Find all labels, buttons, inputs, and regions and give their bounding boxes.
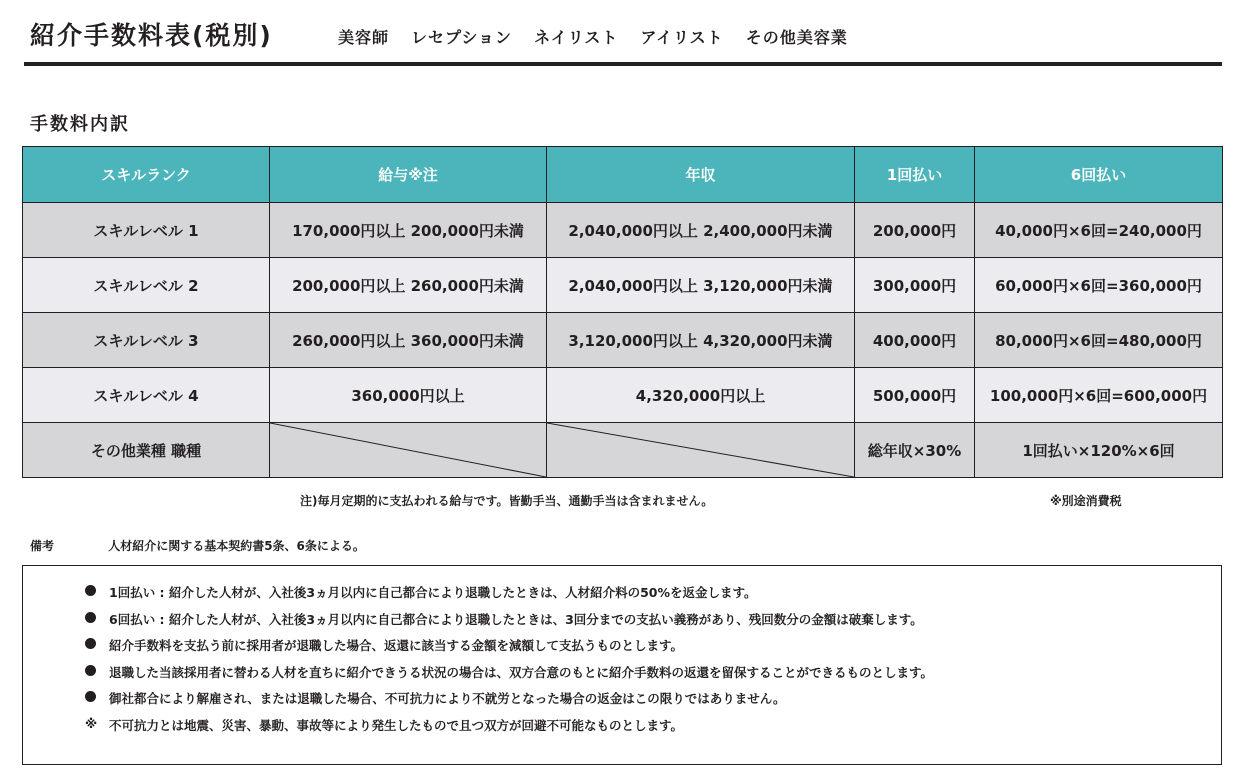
table-header-row — [23, 147, 1223, 203]
cell-skill-rank: スキルレベル 3 — [23, 313, 270, 368]
list-item-text: 紹介手数料を支払う前に採用者が退職した場合、返還に該当する金額を減額して支払うものとします。 — [109, 638, 684, 653]
remarks-text: 人材紹介に関する基本契約書5条、6条による。 — [108, 539, 365, 553]
table-row — [23, 313, 1223, 368]
remarks-label: 備考 — [30, 539, 55, 553]
list-item — [23, 636, 1221, 663]
cell-annual-income: 4,320,000円以上 — [547, 368, 855, 423]
cell-skill-rank: スキルレベル 2 — [23, 258, 270, 313]
bullet-dot-icon — [85, 663, 109, 678]
list-item — [23, 663, 1221, 690]
cell-salary: 200,000円以上 260,000円未満 — [270, 258, 547, 313]
page-header — [24, 8, 1222, 66]
terms-box — [22, 565, 1222, 765]
list-item-text: 6回払い : 紹介した人材が、入社後3ヵ月以内に自己都合により退職したときは、3回分までの支払い義務があり、残回数分の金額は破棄します。 — [109, 611, 923, 627]
diagonal-slash — [547, 423, 854, 477]
cell-salary: 360,000円以上 — [270, 368, 547, 423]
tax-note: ※別途消費税 — [1050, 494, 1122, 508]
table-row — [23, 258, 1223, 313]
section-title: 手数料内訳 — [30, 114, 130, 135]
table-row — [23, 203, 1223, 258]
nav-item-other-beauty[interactable]: その他美容業 — [745, 28, 848, 47]
cell-single-payment: 300,000円 — [855, 258, 975, 313]
nav-item-hairdresser[interactable]: 美容師 — [338, 28, 390, 47]
cell-six-payments: 60,000円×6回=360,000円 — [975, 258, 1223, 313]
list-item — [23, 689, 1221, 716]
cell-not-applicable — [547, 423, 855, 478]
bullet-dot-icon — [85, 636, 109, 651]
reference-mark: ※ — [85, 715, 98, 731]
column-header-six-payments: 6回払い — [975, 147, 1223, 203]
cell-skill-rank: スキルレベル 1 — [23, 203, 270, 258]
list-item-text: 退職した当該採用者に替わる人材を直ちに紹介できうる状況の場合は、双方合意のもとに紹介手数料の返還を留保することができるものとします。 — [109, 664, 934, 680]
cell-annual-income: 3,120,000円以上 4,320,000円未満 — [547, 313, 855, 368]
table-row — [23, 368, 1223, 423]
nav-item-eyelist[interactable]: アイリスト — [640, 28, 724, 47]
remarks — [30, 537, 365, 554]
list-item-text: 不可抗力とは地震、災害、暴動、事故等により発生したもので且つ双方が回避不可能なものとします。 — [109, 717, 684, 733]
bullet-dot-icon — [85, 610, 109, 625]
nav-item-reception[interactable]: レセプション — [411, 28, 513, 47]
cell-single-payment: 500,000円 — [855, 368, 975, 423]
cell-skill-rank: その他業種 職種 — [23, 423, 270, 478]
list-item — [23, 716, 1221, 743]
notes-row — [0, 492, 1238, 512]
cell-six-payments: 1回払い×120%×6回 — [975, 423, 1223, 478]
cell-six-payments: 80,000円×6回=480,000円 — [975, 313, 1223, 368]
list-item-text: 御社都合により解雇され、または退職した場合、不可抗力により不就労となった場合の返金はこの限りではありません。 — [109, 691, 786, 706]
category-nav — [338, 25, 848, 48]
column-header-annual-income: 年収 — [547, 147, 855, 203]
salary-note: 注)毎月定期的に支払われる給与です。皆勤手当、通勤手当は含まれません。 — [300, 494, 714, 508]
table-row-other — [23, 423, 1223, 478]
cell-not-applicable — [270, 423, 547, 478]
cell-skill-rank: スキルレベル 4 — [23, 368, 270, 423]
nav-item-nailist[interactable]: ネイリスト — [534, 28, 619, 47]
list-item — [23, 583, 1221, 610]
column-header-skill-rank: スキルランク — [23, 147, 270, 203]
cell-six-payments: 40,000円×6回=240,000円 — [975, 203, 1223, 258]
bullet-dot-icon — [85, 689, 109, 704]
page-title: 紹介手数料表(税別) — [30, 21, 273, 50]
cell-single-payment: 総年収×30% — [855, 423, 975, 478]
cell-salary: 170,000円以上 200,000円未満 — [270, 203, 547, 258]
fee-table — [22, 146, 1223, 478]
column-header-salary: 給与※注 — [270, 147, 547, 203]
bullet-dot-icon — [85, 583, 109, 598]
diagonal-slash — [270, 423, 546, 477]
list-item — [23, 610, 1221, 637]
list-item-text: 1回払い : 紹介した人材が、入社後3ヵ月以内に自己都合により退職したときは、人材紹介料の50%を返金します。 — [109, 585, 757, 600]
cell-annual-income: 2,040,000円以上 3,120,000円未満 — [547, 258, 855, 313]
cell-single-payment: 400,000円 — [855, 313, 975, 368]
column-header-single-payment: 1回払い — [855, 147, 975, 203]
cell-annual-income: 2,040,000円以上 2,400,000円未満 — [547, 203, 855, 258]
cell-single-payment: 200,000円 — [855, 203, 975, 258]
cell-six-payments: 100,000円×6回=600,000円 — [975, 368, 1223, 423]
cell-salary: 260,000円以上 360,000円未満 — [270, 313, 547, 368]
